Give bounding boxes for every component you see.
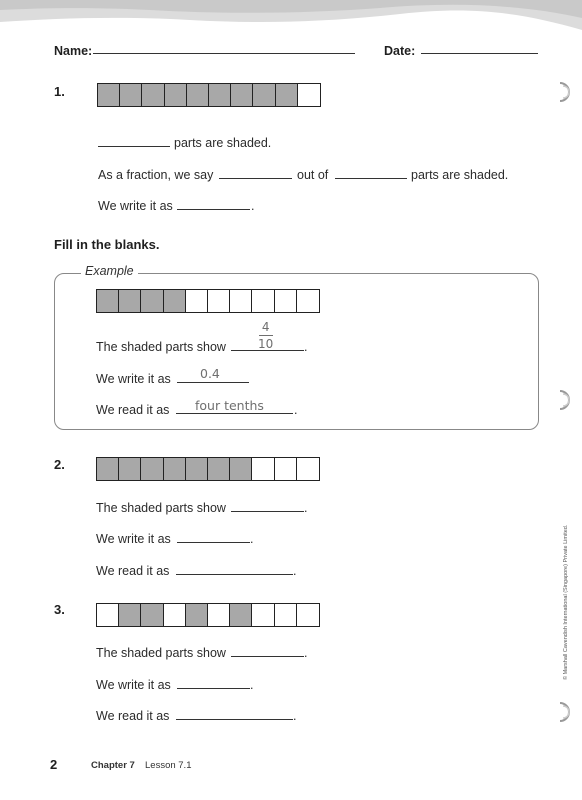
- shaded-cell: [253, 84, 275, 106]
- q1-line2-mid: out of: [297, 168, 329, 182]
- fraction-bar: [259, 335, 273, 336]
- example-read-text: We read it as: [96, 403, 170, 417]
- example-fraction-answer: [258, 320, 273, 351]
- q3-read-blank[interactable]: [176, 719, 293, 720]
- binder-ring-icon: [556, 701, 574, 723]
- unshaded-cell: [164, 604, 186, 626]
- shaded-cell: [230, 604, 252, 626]
- shaded-cell: [209, 84, 231, 106]
- footer-lesson: Lesson 7.1: [145, 760, 192, 771]
- example-period-1: .: [304, 340, 308, 354]
- q1-write-blank[interactable]: [177, 209, 250, 210]
- unshaded-cell: [252, 290, 274, 312]
- q1-line2-prefix: As a fraction, we say: [98, 168, 214, 182]
- q3-write-blank[interactable]: [177, 688, 250, 689]
- shaded-cell: [231, 84, 253, 106]
- shaded-cell: [164, 458, 186, 480]
- question-1-fraction-strip: [97, 83, 321, 107]
- q1-line3-period: .: [251, 199, 255, 213]
- question-3-number: 3.: [54, 602, 65, 617]
- unshaded-cell: [186, 290, 208, 312]
- question-3-fraction-strip: [96, 603, 320, 627]
- q3-period-3: .: [293, 709, 297, 723]
- example-shaded-show-text: The shaded parts show: [96, 340, 226, 354]
- q3-write-text: We write it as: [96, 678, 171, 692]
- unshaded-cell: [275, 458, 297, 480]
- q2-read-text: We read it as: [96, 564, 170, 578]
- q3-period-2: .: [250, 678, 254, 692]
- unshaded-cell: [252, 458, 274, 480]
- unshaded-cell: [297, 604, 319, 626]
- q2-write-text: We write it as: [96, 532, 171, 546]
- binder-ring-icon: [556, 81, 574, 103]
- shaded-cell: [97, 458, 119, 480]
- shaded-cell: [97, 290, 119, 312]
- question-2-number: 2.: [54, 457, 65, 472]
- unshaded-cell: [97, 604, 119, 626]
- copyright-text: © Marshall Cavendish International (Singapore) Private Limited.: [563, 524, 569, 680]
- shaded-cell: [142, 84, 164, 106]
- date-label: Date:: [384, 44, 416, 58]
- q2-write-blank[interactable]: [177, 542, 250, 543]
- unshaded-cell: [297, 458, 319, 480]
- shaded-cell: [120, 84, 142, 106]
- example-write-text: We write it as: [96, 372, 171, 386]
- q3-period-1: .: [304, 646, 308, 660]
- unshaded-cell: [208, 604, 230, 626]
- q2-shaded-show-text: The shaded parts show: [96, 501, 226, 515]
- q1-numerator-blank[interactable]: [219, 178, 292, 179]
- shaded-cell: [165, 84, 187, 106]
- unshaded-cell: [275, 604, 297, 626]
- example-label: Example: [81, 264, 138, 278]
- q2-fraction-blank[interactable]: [231, 511, 304, 512]
- unshaded-cell: [298, 84, 320, 106]
- unshaded-cell: [230, 290, 252, 312]
- shaded-cell: [98, 84, 120, 106]
- example-period-3: .: [294, 403, 298, 417]
- unshaded-cell: [297, 290, 319, 312]
- q1-shaded-count-blank[interactable]: [98, 146, 170, 147]
- shaded-cell: [186, 604, 208, 626]
- instruction-heading: Fill in the blanks.: [54, 237, 160, 252]
- shaded-cell: [119, 458, 141, 480]
- example-fraction-strip: [96, 289, 320, 313]
- shaded-cell: [119, 604, 141, 626]
- q1-line1-text: parts are shaded.: [174, 136, 272, 150]
- example-read-line: [176, 413, 293, 414]
- example-read-answer: four tenths: [195, 398, 264, 413]
- name-label: Name:: [54, 44, 93, 58]
- q1-line3-prefix: We write it as: [98, 199, 173, 213]
- name-field[interactable]: [93, 53, 355, 54]
- shaded-cell: [141, 458, 163, 480]
- footer-chapter: Chapter 7: [91, 760, 135, 771]
- shaded-cell: [187, 84, 209, 106]
- example-write-answer: 0.4: [200, 366, 220, 381]
- shaded-cell: [230, 458, 252, 480]
- binder-ring-icon: [556, 389, 574, 411]
- q2-period-2: .: [250, 532, 254, 546]
- q2-period-3: .: [293, 564, 297, 578]
- shaded-cell: [119, 290, 141, 312]
- example-fraction-denominator: 10: [258, 337, 274, 351]
- example-fraction-numerator: 4: [261, 320, 270, 334]
- shaded-cell: [141, 604, 163, 626]
- example-write-line: [177, 382, 249, 383]
- unshaded-cell: [275, 290, 297, 312]
- question-1-number: 1.: [54, 84, 65, 99]
- unshaded-cell: [252, 604, 274, 626]
- unshaded-cell: [208, 290, 230, 312]
- shaded-cell: [141, 290, 163, 312]
- shaded-cell: [164, 290, 186, 312]
- shaded-cell: [186, 458, 208, 480]
- header-wave: [0, 0, 582, 40]
- q3-shaded-show-text: The shaded parts show: [96, 646, 226, 660]
- shaded-cell: [276, 84, 298, 106]
- q3-read-text: We read it as: [96, 709, 170, 723]
- q1-denominator-blank[interactable]: [335, 178, 407, 179]
- question-2-fraction-strip: [96, 457, 320, 481]
- q2-period-1: .: [304, 501, 308, 515]
- q2-read-blank[interactable]: [176, 574, 293, 575]
- page-number: 2: [50, 757, 58, 772]
- q1-line2-suffix: parts are shaded.: [411, 168, 509, 182]
- shaded-cell: [208, 458, 230, 480]
- q3-fraction-blank[interactable]: [231, 656, 304, 657]
- date-field[interactable]: [421, 53, 538, 54]
